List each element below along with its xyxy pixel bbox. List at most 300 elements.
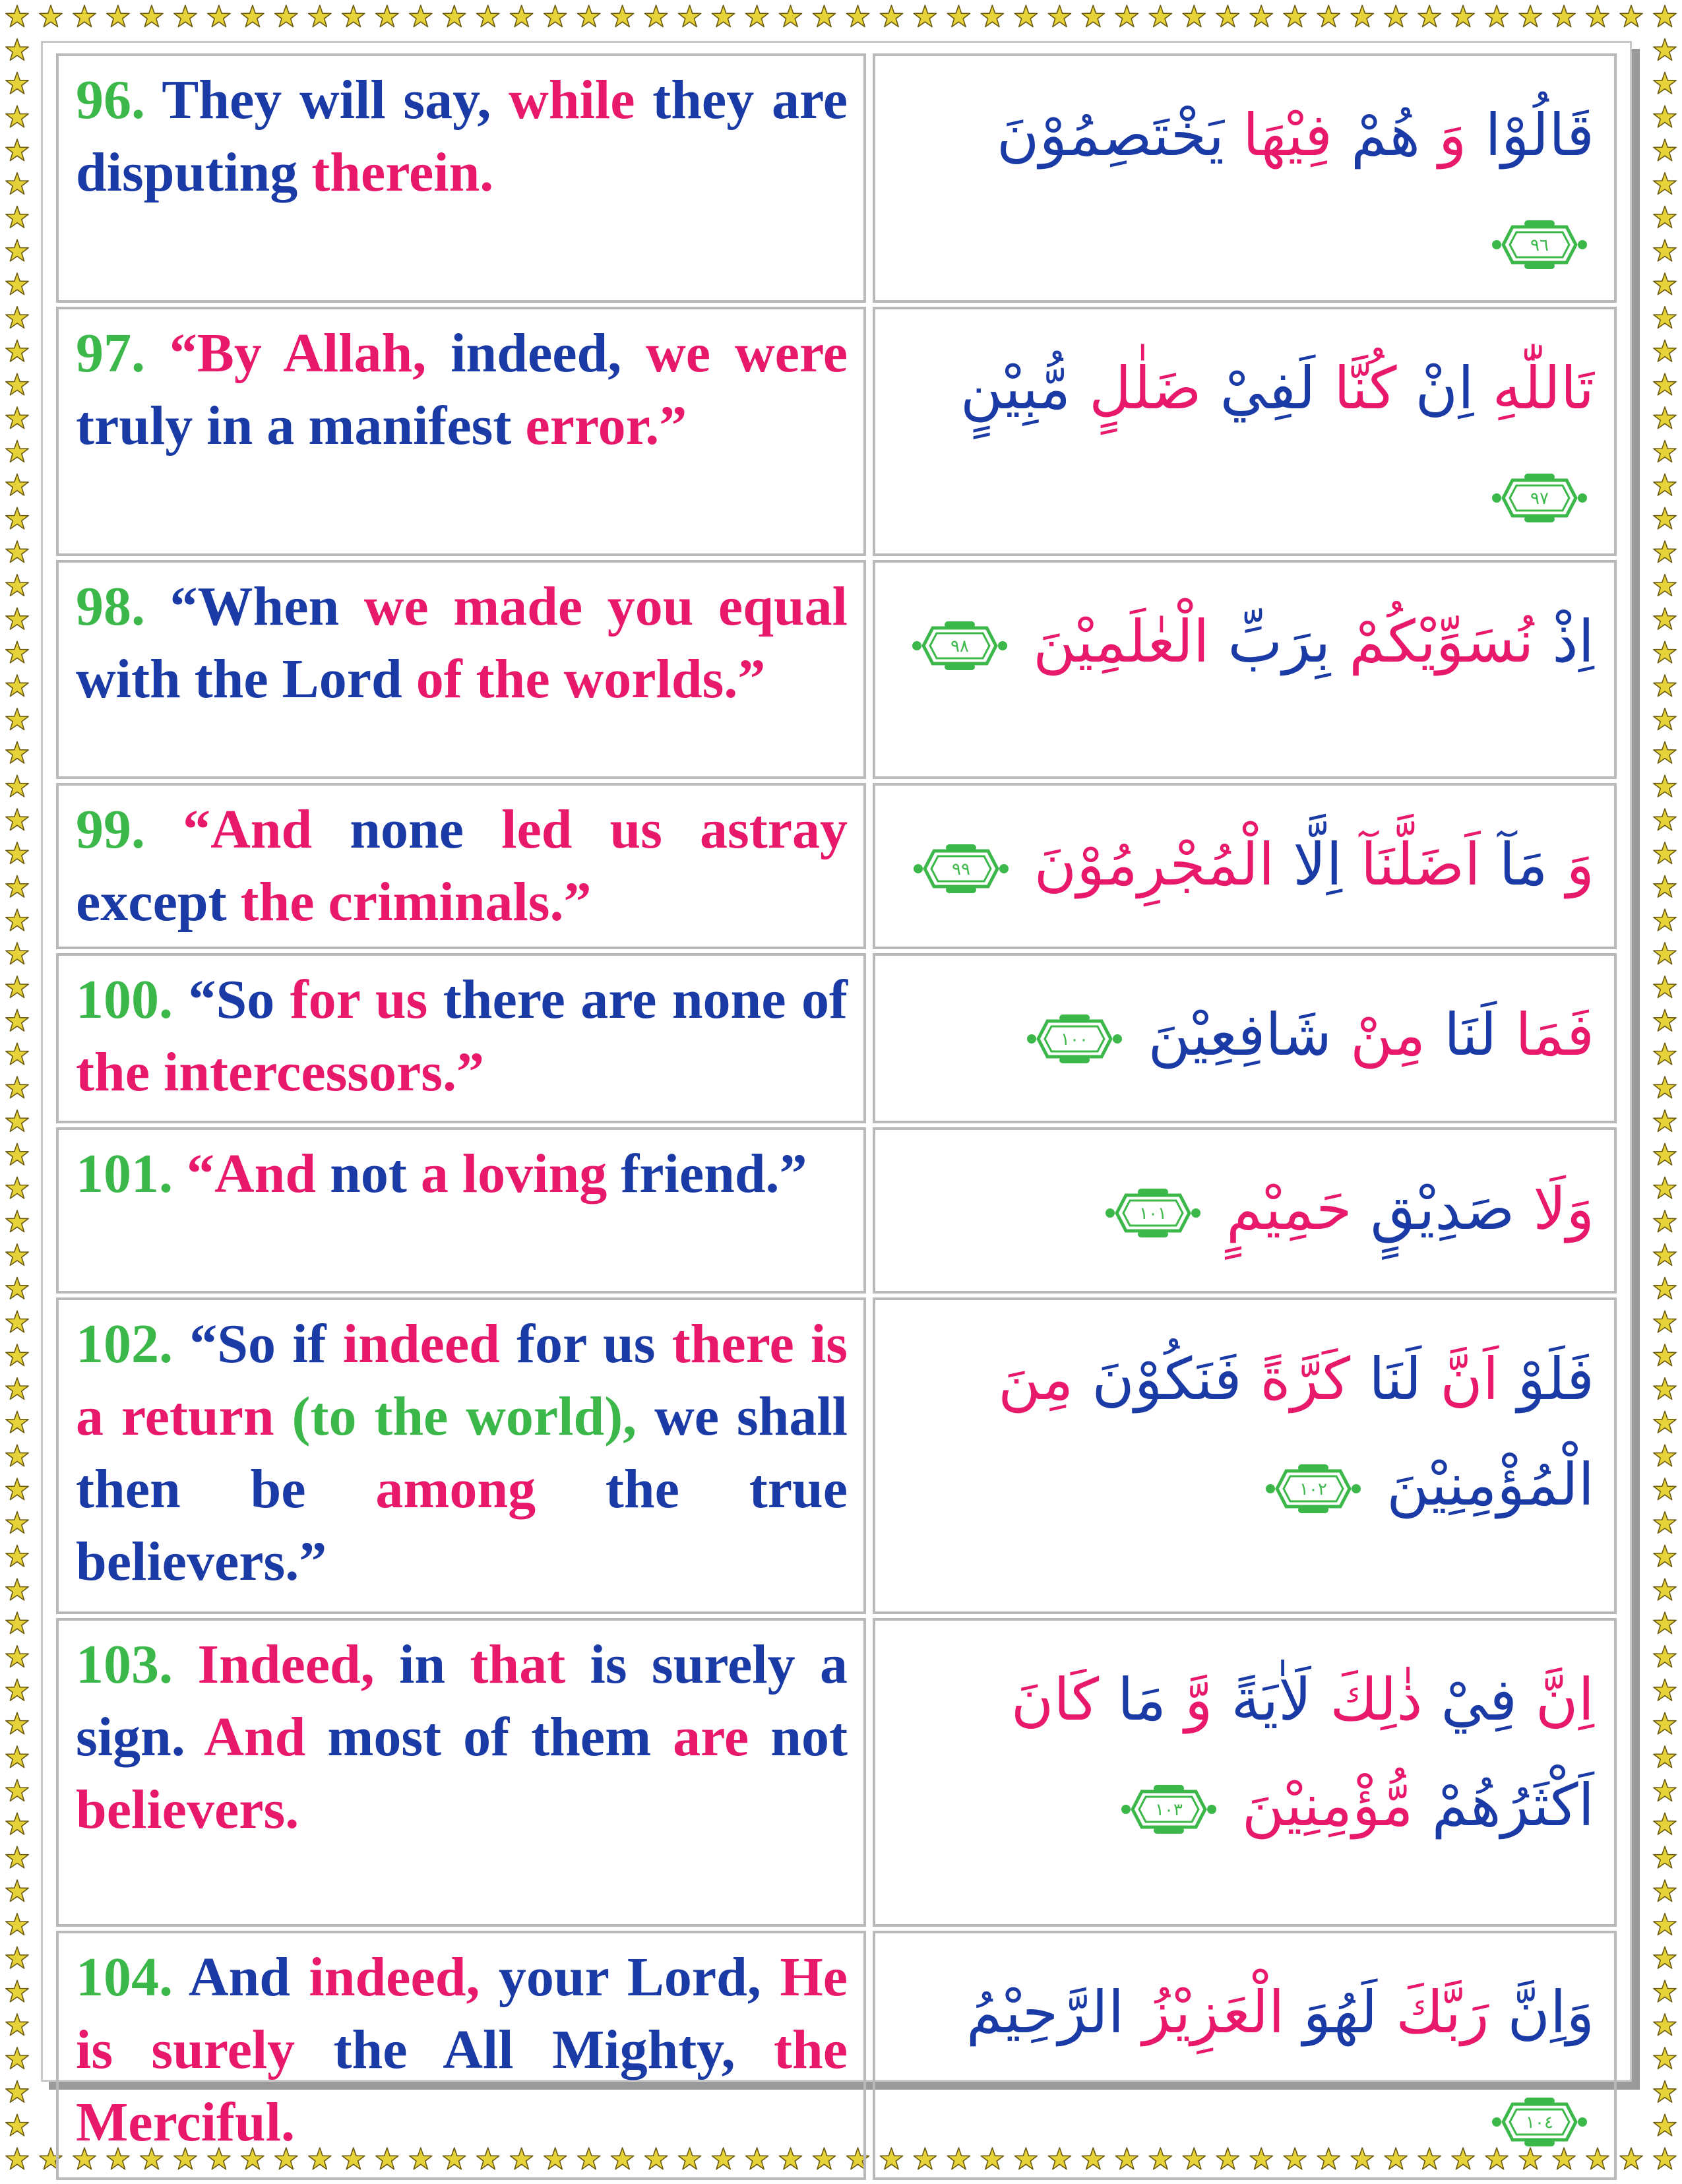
star-icon xyxy=(443,5,466,27)
arabic-word: بِرَبِّ xyxy=(1228,608,1331,675)
star-icon xyxy=(1654,139,1676,161)
arabic-word: فَلَوْ xyxy=(1517,1345,1594,1413)
star-icon xyxy=(1654,5,1676,27)
arabic-word: اِنَّ xyxy=(1535,1666,1594,1733)
star-icon xyxy=(376,5,398,27)
translation-text: truly in a manifest xyxy=(76,395,526,456)
star-icon xyxy=(1654,507,1676,529)
verse-number-label: 104. xyxy=(76,1947,189,2008)
translation-text: the Merciful. xyxy=(76,2019,848,2153)
star-icon xyxy=(1183,5,1205,27)
ayah-marker-icon xyxy=(1490,472,1589,524)
arabic-word: الْعٰلَمِيْنَ xyxy=(1033,608,1210,675)
verse-panel xyxy=(41,41,1632,2153)
arabic-verse xyxy=(873,307,1617,556)
star-icon xyxy=(1586,5,1609,27)
star-icon xyxy=(1654,1378,1676,1400)
star-icon xyxy=(241,5,264,27)
arabic-word: هُمْ xyxy=(1350,101,1420,169)
star-icon xyxy=(6,575,28,596)
star-icon xyxy=(1654,675,1676,697)
arabic-word: وَّ xyxy=(1185,1666,1213,1733)
star-icon xyxy=(1654,1947,1676,1969)
star-icon xyxy=(1654,575,1676,596)
translation-text: your Lord, xyxy=(498,1947,780,2008)
star-icon xyxy=(1149,5,1171,27)
translation-text: “So xyxy=(188,969,290,1030)
arabic-word: فِيْ xyxy=(1441,1666,1517,1733)
translation-text: none xyxy=(350,799,502,860)
star-icon xyxy=(6,1177,28,1199)
star-icon xyxy=(6,541,28,563)
arabic-verse xyxy=(873,1618,1617,1927)
star-icon xyxy=(6,307,28,328)
star-icon xyxy=(1654,1712,1676,1734)
english-translation xyxy=(56,307,866,556)
arabic-word: ضَلٰلٍ xyxy=(1089,354,1202,422)
arabic-word: مُّؤْمِنِيْنَ xyxy=(1241,1771,1414,1839)
verse-number-label: 98. xyxy=(76,576,170,637)
star-icon xyxy=(1485,5,1508,27)
verse-row xyxy=(56,1618,1617,1927)
star-icon xyxy=(1654,1445,1676,1466)
arabic-word: وَ xyxy=(1566,830,1594,898)
star-icon xyxy=(1654,2148,1676,2169)
ayah-number: ٩٨ xyxy=(950,637,970,657)
star-icon xyxy=(1654,173,1676,195)
star-icon xyxy=(6,976,28,998)
star-icon xyxy=(1452,5,1474,27)
star-icon xyxy=(6,1679,28,1701)
star-icon xyxy=(645,5,668,27)
translation-text: led us astray xyxy=(501,799,848,860)
star-icon xyxy=(342,5,365,27)
star-icon xyxy=(6,775,28,797)
star-icon xyxy=(6,373,28,395)
ayah-marker-icon xyxy=(1119,1784,1218,1835)
star-icon xyxy=(6,742,28,764)
translation-text: indeed, xyxy=(309,1947,499,2008)
star-icon xyxy=(712,5,735,27)
star-icon xyxy=(1654,1177,1676,1199)
arabic-word: حَمِيْمٍ xyxy=(1226,1175,1352,1243)
star-icon xyxy=(6,39,28,61)
star-icon xyxy=(1654,2047,1676,2069)
arabic-word: اِذْ xyxy=(1552,608,1594,675)
star-icon xyxy=(1654,1244,1676,1266)
english-translation xyxy=(56,953,866,1123)
star-icon xyxy=(6,943,28,964)
english-translation xyxy=(56,1618,866,1927)
star-icon xyxy=(6,1512,28,1534)
star-icon xyxy=(6,1412,28,1433)
arabic-word: اِلَّا xyxy=(1293,830,1342,898)
star-icon xyxy=(1654,1646,1676,1668)
translation-text: “And xyxy=(183,799,350,860)
star-icon xyxy=(1654,1914,1676,1935)
star-icon xyxy=(1654,1813,1676,1835)
star-icon xyxy=(6,273,28,295)
star-icon xyxy=(6,441,28,462)
ayah-marker-icon xyxy=(910,620,1009,671)
star-icon xyxy=(6,1846,28,1868)
star-icon xyxy=(107,5,129,27)
ayah-number: ١٠٢ xyxy=(1299,1480,1328,1500)
star-icon xyxy=(6,139,28,161)
ayah-marker-icon xyxy=(1490,2096,1589,2148)
arabic-word: اَنَّ xyxy=(1440,1345,1499,1413)
arabic-word: كَرَّةً xyxy=(1260,1345,1351,1413)
star-icon xyxy=(6,5,28,27)
english-translation xyxy=(56,1297,866,1614)
arabic-word: لَنَا xyxy=(1369,1345,1422,1413)
star-icon xyxy=(6,474,28,496)
arabic-word: مَآ xyxy=(1499,830,1548,898)
arabic-word: فَنَكُوْنَ xyxy=(1092,1345,1242,1413)
star-icon xyxy=(6,1646,28,1668)
star-icon xyxy=(880,5,902,27)
ayah-number: ٩٦ xyxy=(1530,235,1549,256)
star-icon xyxy=(1654,909,1676,931)
ayah-marker-icon xyxy=(1490,219,1589,270)
arabic-word: لَاٰيَةً xyxy=(1231,1666,1312,1733)
star-icon xyxy=(6,809,28,830)
star-icon xyxy=(1351,5,1373,27)
star-icon xyxy=(1048,5,1071,27)
star-icon xyxy=(1654,541,1676,563)
star-icon xyxy=(6,909,28,931)
arabic-word: تَاللّٰهِ xyxy=(1492,354,1594,422)
star-icon xyxy=(477,5,499,27)
star-icon xyxy=(6,876,28,898)
ayah-marker-icon xyxy=(1104,1187,1202,1239)
verse-row xyxy=(56,307,1617,556)
star-icon xyxy=(779,5,801,27)
star-icon xyxy=(1115,5,1138,27)
star-icon xyxy=(1654,2114,1676,2136)
arabic-word: فَمَا xyxy=(1515,1001,1594,1069)
verse-row xyxy=(56,783,1617,949)
verse-row xyxy=(56,1931,1617,2180)
ayah-number: ٩٧ xyxy=(1530,489,1549,509)
arabic-word: الْمُجْرِمُوْنَ xyxy=(1034,830,1275,898)
star-icon xyxy=(6,1010,28,1032)
star-icon xyxy=(1654,976,1676,998)
star-icon xyxy=(6,340,28,362)
star-icon xyxy=(6,1712,28,1734)
star-icon xyxy=(1654,1344,1676,1366)
arabic-word: كُنَّا xyxy=(1334,354,1397,422)
arabic-word: وَ xyxy=(1438,101,1467,169)
star-icon xyxy=(6,1947,28,1969)
arabic-word: الْعَزِيْزُ xyxy=(1142,1978,1285,2046)
verse-number-label: 103. xyxy=(76,1634,198,1695)
star-icon xyxy=(1216,5,1239,27)
translation-text: He is surely xyxy=(76,1947,848,2080)
translation-text: of the worlds.” xyxy=(416,648,766,710)
translation-text: most of them xyxy=(327,1706,673,1768)
english-translation xyxy=(56,783,866,949)
star-icon xyxy=(275,5,297,27)
arabic-word: صَدِيْقٍ xyxy=(1370,1175,1515,1243)
arabic-word: مِنْ xyxy=(1350,1001,1426,1069)
ayah-marker-icon xyxy=(1264,1463,1363,1514)
translation-text: except xyxy=(76,871,241,933)
star-icon xyxy=(1654,2014,1676,2036)
translation-text: they are disputing xyxy=(76,69,848,203)
arabic-word: ذٰلِكَ xyxy=(1330,1666,1423,1733)
arabic-verse xyxy=(873,53,1617,303)
star-icon xyxy=(174,5,197,27)
star-icon xyxy=(6,1210,28,1232)
star-icon xyxy=(1654,106,1676,127)
star-icon xyxy=(1654,1578,1676,1600)
translation-text: with the Lord xyxy=(76,648,416,710)
verse-number-label: 99. xyxy=(76,799,183,860)
star-icon xyxy=(1654,441,1676,462)
star-icon xyxy=(140,5,163,27)
star-icon xyxy=(6,708,28,730)
translation-text: for us xyxy=(516,1313,672,1375)
star-icon xyxy=(914,5,936,27)
translation-text: a loving xyxy=(420,1143,621,1204)
arabic-word: مَا xyxy=(1117,1666,1167,1733)
star-icon xyxy=(1654,340,1676,362)
verse-number-label: 102. xyxy=(76,1313,190,1375)
star-icon xyxy=(947,5,970,27)
verse-row xyxy=(56,953,1617,1123)
star-icon xyxy=(1654,842,1676,864)
star-icon xyxy=(1418,5,1441,27)
star-icon xyxy=(6,1746,28,1768)
star-icon xyxy=(1654,1110,1676,1132)
star-icon xyxy=(6,2114,28,2136)
star-icon xyxy=(1385,5,1407,27)
star-icon xyxy=(1654,39,1676,61)
star-icon xyxy=(1654,1278,1676,1299)
star-icon xyxy=(813,5,835,27)
star-icon xyxy=(6,1478,28,1500)
arabic-verse xyxy=(873,560,1617,779)
star-icon xyxy=(1654,1545,1676,1567)
translation-text: error.” xyxy=(525,395,687,456)
arabic-word: لَفِيْ xyxy=(1220,354,1316,422)
star-icon xyxy=(1553,5,1575,27)
english-translation xyxy=(56,1931,866,2180)
translation-text: indeed, xyxy=(451,323,646,384)
verse-row xyxy=(56,53,1617,303)
star-icon xyxy=(1654,1679,1676,1701)
star-icon xyxy=(1654,943,1676,964)
star-icon xyxy=(1654,307,1676,328)
translation-text: that xyxy=(470,1634,590,1695)
star-icon xyxy=(6,1244,28,1266)
star-icon xyxy=(846,5,869,27)
star-icon xyxy=(1654,239,1676,261)
translation-text: the All Mighty, xyxy=(333,2019,774,2080)
star-icon xyxy=(1654,1746,1676,1768)
arabic-word: وَاِنَّ xyxy=(1507,1978,1594,2046)
translation-text: for us xyxy=(290,969,443,1030)
star-icon xyxy=(6,2081,28,2103)
translation-text: in xyxy=(399,1634,470,1695)
star-icon xyxy=(1654,273,1676,295)
star-icon xyxy=(1654,775,1676,797)
star-icon xyxy=(544,5,567,27)
ayah-number: ١٠٠ xyxy=(1061,1030,1089,1050)
arabic-word: اِنْ xyxy=(1415,354,1474,422)
arabic-verse xyxy=(873,1297,1617,1614)
star-icon xyxy=(6,1378,28,1400)
translation-text: “By Allah, xyxy=(169,323,451,384)
translation-text: the criminals.” xyxy=(240,871,592,933)
translation-text: not xyxy=(770,1706,848,1768)
translation-text: believers. xyxy=(76,1779,299,1840)
star-icon xyxy=(6,1445,28,1466)
star-icon xyxy=(1519,5,1542,27)
ayah-number: ٩٩ xyxy=(951,859,970,880)
verse-number-label: 97. xyxy=(76,323,170,384)
star-icon xyxy=(1654,474,1676,496)
star-icon xyxy=(6,106,28,127)
star-icon xyxy=(6,73,28,94)
arabic-word: يَخْتَصِمُوْنَ xyxy=(996,101,1224,169)
star-icon xyxy=(6,608,28,630)
star-icon xyxy=(1654,1880,1676,1902)
english-translation xyxy=(56,1127,866,1294)
translation-text: we were xyxy=(646,323,848,384)
star-icon xyxy=(1654,809,1676,830)
arabic-word: وَلَا xyxy=(1533,1175,1594,1243)
translation-text: therein. xyxy=(311,142,494,203)
star-icon xyxy=(679,5,701,27)
translation-text: “And xyxy=(187,1143,330,1204)
star-icon xyxy=(1284,5,1306,27)
star-icon xyxy=(1654,1010,1676,1032)
star-icon xyxy=(309,5,331,27)
star-icon xyxy=(6,173,28,195)
arabic-word: لَنَا xyxy=(1444,1001,1497,1069)
star-icon xyxy=(1014,5,1037,27)
star-icon xyxy=(981,5,1003,27)
translation-text: “When xyxy=(170,576,364,637)
star-icon xyxy=(40,5,62,27)
star-icon xyxy=(6,641,28,663)
star-icon xyxy=(1654,1043,1676,1065)
verse-table xyxy=(49,49,1623,2184)
star-icon xyxy=(1654,1846,1676,1868)
translation-text: Indeed, xyxy=(197,1634,400,1695)
star-icon xyxy=(6,2148,28,2169)
star-icon xyxy=(1654,206,1676,228)
arabic-word: شَافِعِيْنَ xyxy=(1148,1001,1332,1069)
translation-text: the intercessors.” xyxy=(76,1042,484,1103)
ayah-marker-icon xyxy=(912,843,1011,894)
arabic-word: فِيْهَا xyxy=(1242,101,1332,169)
arabic-word: لَهُوَ xyxy=(1303,1978,1378,2046)
star-icon xyxy=(511,5,533,27)
star-icon xyxy=(6,239,28,261)
star-icon xyxy=(1654,608,1676,630)
star-icon xyxy=(1654,641,1676,663)
ayah-marker-icon xyxy=(1025,1013,1124,1065)
arabic-word: الْمُؤْمِنِيْنَ xyxy=(1386,1451,1594,1518)
arabic-verse xyxy=(873,1931,1617,2180)
star-icon xyxy=(410,5,432,27)
star-icon xyxy=(1654,1612,1676,1634)
star-icon xyxy=(6,1110,28,1132)
translation-text: we shall then be xyxy=(76,1386,848,1520)
star-icon xyxy=(611,5,634,27)
star-icon xyxy=(6,1780,28,1801)
star-icon xyxy=(6,407,28,429)
translation-text: And xyxy=(188,1947,309,2008)
arabic-word: الرَّحِيْمُ xyxy=(966,1978,1125,2046)
verse-row xyxy=(56,1297,1617,1614)
star-icon xyxy=(746,5,768,27)
translation-text: And xyxy=(204,1706,328,1768)
star-icon xyxy=(6,2014,28,2036)
translation-text: (to the world), xyxy=(292,1386,655,1447)
star-icon xyxy=(6,1578,28,1600)
star-icon xyxy=(6,507,28,529)
translation-text: there is a return xyxy=(76,1313,848,1447)
star-icon xyxy=(1654,407,1676,429)
star-icon xyxy=(1654,742,1676,764)
star-icon xyxy=(1654,1780,1676,1801)
star-icon xyxy=(1654,1076,1676,1098)
star-icon xyxy=(6,1344,28,1366)
translation-text: friend.” xyxy=(621,1143,807,1204)
star-icon xyxy=(6,842,28,864)
arabic-verse xyxy=(873,1127,1617,1294)
translation-text: indeed xyxy=(342,1313,517,1375)
star-icon xyxy=(6,1612,28,1634)
verse-row xyxy=(56,1127,1617,1294)
arabic-word: مِنَ xyxy=(998,1345,1074,1413)
star-icon xyxy=(6,1076,28,1098)
translation-text: is surely a sign. xyxy=(76,1634,848,1768)
english-translation xyxy=(56,53,866,303)
star-icon xyxy=(578,5,600,27)
ayah-number: ١٠٣ xyxy=(1154,1800,1183,1821)
star-icon xyxy=(208,5,230,27)
star-icon xyxy=(6,1880,28,1902)
star-icon xyxy=(1654,1512,1676,1534)
translation-text: are xyxy=(673,1706,771,1768)
arabic-word: اَكْثَرُهُمْ xyxy=(1431,1771,1594,1839)
verse-number-label: 101. xyxy=(76,1143,187,1204)
star-icon xyxy=(6,2047,28,2069)
star-icon xyxy=(1654,2081,1676,2103)
star-icon xyxy=(1654,708,1676,730)
ayah-number: ١٠٤ xyxy=(1526,2113,1553,2133)
arabic-word: رَبَّكَ xyxy=(1396,1978,1489,2046)
translation-text: among xyxy=(375,1458,606,1520)
arabic-word: كَانَ xyxy=(1011,1666,1100,1733)
star-icon xyxy=(6,1545,28,1567)
verse-number-label: 100. xyxy=(76,969,189,1030)
arabic-word: قَالُوْا xyxy=(1485,101,1594,169)
star-icon xyxy=(1654,73,1676,94)
star-icon xyxy=(1654,1478,1676,1500)
star-icon xyxy=(6,1043,28,1065)
translation-text: They will say, xyxy=(162,69,509,131)
translation-text: “So if xyxy=(189,1313,343,1375)
star-icon xyxy=(1654,1210,1676,1232)
star-icon xyxy=(1654,373,1676,395)
translation-text: the true believers.” xyxy=(76,1458,848,1592)
